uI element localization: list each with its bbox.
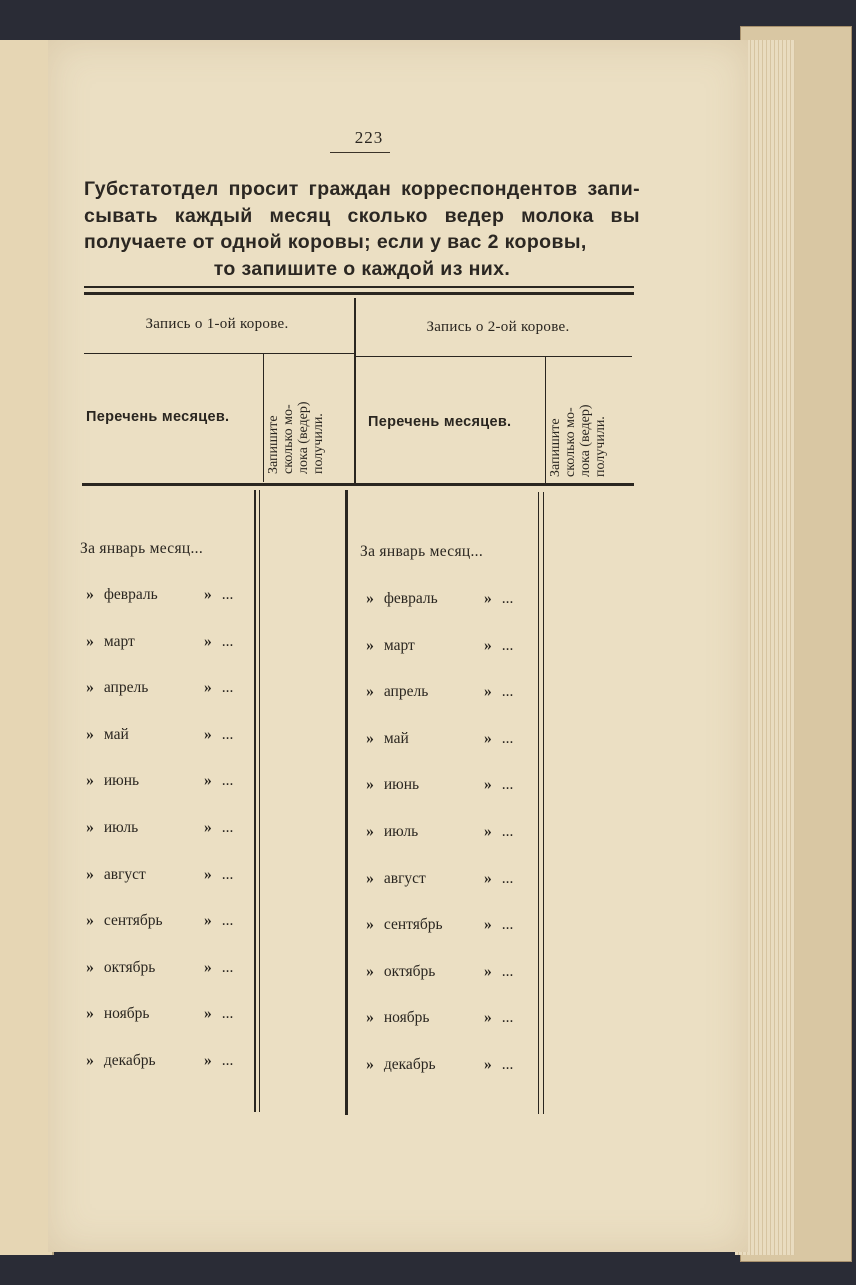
ditto-continuation bbox=[204, 959, 233, 977]
ditto-continuation bbox=[204, 726, 233, 744]
ditto-continuation bbox=[484, 1056, 513, 1074]
ditto-continuation bbox=[484, 730, 513, 748]
ditto-continuation bbox=[204, 819, 233, 837]
month-name: июнь bbox=[103, 772, 140, 790]
cow1-title: Запись о 1-ой корове. bbox=[145, 316, 289, 332]
cow2-title: Запись о 2-ой корове. bbox=[426, 319, 570, 335]
ditto-mark: » bbox=[204, 725, 212, 743]
left-page-edge bbox=[0, 40, 54, 1255]
month-name: октябрь bbox=[383, 962, 436, 980]
month-name: март bbox=[103, 632, 135, 650]
ellipsis: ... bbox=[501, 729, 514, 747]
ellipsis: ... bbox=[221, 725, 234, 743]
month-row bbox=[360, 730, 540, 777]
ellipsis: ... bbox=[501, 683, 514, 701]
ditto-mark: » bbox=[484, 1009, 492, 1027]
month-row bbox=[80, 726, 260, 773]
month-name: август bbox=[103, 865, 146, 883]
month-name: май bbox=[103, 725, 129, 743]
ditto-continuation bbox=[204, 912, 233, 930]
ditto-mark: » bbox=[484, 1055, 492, 1073]
ditto-mark: » bbox=[204, 679, 212, 697]
month-name: август bbox=[383, 869, 426, 887]
amount-header-line: получили. bbox=[311, 413, 326, 474]
amount-col-divider bbox=[263, 354, 264, 482]
month-list-cow2 bbox=[360, 590, 540, 1103]
first-month-row-cow2: За январь месяц... bbox=[360, 543, 484, 560]
month-name: ноябрь bbox=[103, 1005, 150, 1023]
ditto-mark: » bbox=[204, 1005, 212, 1023]
month-row bbox=[80, 679, 260, 726]
month-list-cow1 bbox=[80, 586, 260, 1099]
ditto-mark: » bbox=[366, 822, 374, 840]
ditto-continuation bbox=[204, 1052, 233, 1070]
ditto-mark: » bbox=[366, 916, 374, 934]
page-number-underline bbox=[330, 152, 390, 153]
center-divider-header bbox=[354, 298, 356, 484]
month-row bbox=[80, 772, 260, 819]
month-name: июль bbox=[103, 818, 139, 836]
ditto-mark: » bbox=[86, 725, 94, 743]
ditto-mark: » bbox=[484, 776, 492, 794]
ditto-mark: » bbox=[86, 818, 94, 836]
ditto-mark: » bbox=[86, 912, 94, 930]
ditto-mark: » bbox=[484, 822, 492, 840]
body-divider-cow2-amount bbox=[543, 492, 544, 1114]
month-name: май bbox=[383, 729, 409, 747]
month-row bbox=[80, 959, 260, 1006]
month-name: март bbox=[383, 636, 415, 654]
month-row bbox=[360, 916, 540, 963]
amount-header-cow2 bbox=[548, 365, 608, 477]
ditto-mark: » bbox=[366, 636, 374, 654]
month-name: апрель bbox=[383, 683, 429, 701]
ditto-mark: » bbox=[484, 962, 492, 980]
amount-header-line: Запишите bbox=[266, 415, 281, 474]
amount-header-line: лока (ведер) bbox=[296, 401, 311, 474]
subheader-rule bbox=[84, 353, 354, 354]
month-name: сентябрь bbox=[103, 912, 163, 930]
month-row bbox=[360, 1056, 540, 1103]
month-name: декабрь bbox=[383, 1055, 436, 1073]
ditto-mark: » bbox=[366, 1055, 374, 1073]
heading-line: сывать каждый месяц сколько ведер молока вы bbox=[84, 204, 640, 227]
ellipsis: ... bbox=[501, 776, 514, 794]
ellipsis: ... bbox=[221, 632, 234, 650]
month-name: июль bbox=[383, 822, 419, 840]
ditto-mark: » bbox=[204, 632, 212, 650]
month-name: июнь bbox=[383, 776, 420, 794]
amount-header-line: сколько мо- bbox=[281, 404, 296, 474]
month-name: ноябрь bbox=[383, 1009, 430, 1027]
ellipsis: ... bbox=[221, 1051, 234, 1069]
ellipsis: ... bbox=[501, 590, 514, 607]
months-header-cow1: Перечень месяцев. bbox=[86, 409, 230, 425]
month-row bbox=[80, 866, 260, 913]
month-row bbox=[80, 819, 260, 866]
first-month-row-cow1: За январь месяц... bbox=[80, 540, 204, 557]
ellipsis: ... bbox=[221, 772, 234, 790]
month-row bbox=[360, 870, 540, 917]
ditto-mark: » bbox=[86, 958, 94, 976]
month-row bbox=[360, 776, 540, 823]
ellipsis: ... bbox=[501, 962, 514, 980]
ditto-mark: » bbox=[86, 586, 94, 603]
subheader-rule bbox=[356, 356, 632, 357]
ditto-mark: » bbox=[204, 1051, 212, 1069]
amount-header-line: сколько мо- bbox=[563, 407, 578, 477]
ellipsis: ... bbox=[221, 679, 234, 697]
ditto-continuation bbox=[204, 586, 233, 604]
ellipsis: ... bbox=[501, 636, 514, 654]
ditto-mark: » bbox=[366, 683, 374, 701]
month-name: декабрь bbox=[103, 1051, 156, 1069]
ditto-continuation bbox=[484, 683, 513, 701]
month-row bbox=[80, 1005, 260, 1052]
ditto-continuation bbox=[484, 1009, 513, 1027]
month-name: февраль bbox=[103, 586, 158, 603]
ditto-mark: » bbox=[366, 869, 374, 887]
amount-col-divider bbox=[545, 357, 546, 485]
ditto-continuation bbox=[204, 679, 233, 697]
page-number: 223 bbox=[354, 128, 384, 147]
ditto-continuation bbox=[484, 776, 513, 794]
ditto-mark: » bbox=[204, 912, 212, 930]
ellipsis: ... bbox=[501, 916, 514, 934]
ellipsis: ... bbox=[221, 818, 234, 836]
heading-text bbox=[84, 176, 640, 282]
ditto-mark: » bbox=[366, 962, 374, 980]
ditto-mark: » bbox=[86, 632, 94, 650]
body-center-divider bbox=[345, 490, 348, 1115]
month-row bbox=[360, 590, 540, 637]
ellipsis: ... bbox=[501, 1009, 514, 1027]
month-row bbox=[360, 1009, 540, 1056]
ditto-continuation bbox=[484, 916, 513, 934]
ditto-continuation bbox=[204, 1005, 233, 1023]
ditto-continuation bbox=[204, 772, 233, 790]
month-row bbox=[80, 1052, 260, 1099]
ditto-mark: » bbox=[484, 916, 492, 934]
month-row bbox=[80, 633, 260, 680]
month-name: сентябрь bbox=[383, 916, 443, 934]
header-bottom-rule bbox=[82, 483, 634, 486]
month-row bbox=[80, 586, 260, 633]
month-row bbox=[360, 637, 540, 684]
ditto-mark: » bbox=[86, 865, 94, 883]
ditto-continuation bbox=[204, 633, 233, 651]
ellipsis: ... bbox=[501, 822, 514, 840]
ellipsis: ... bbox=[221, 586, 234, 603]
amount-header-line: лока (ведер) bbox=[578, 404, 593, 477]
ditto-mark: » bbox=[484, 683, 492, 701]
ditto-mark: » bbox=[86, 772, 94, 790]
ditto-mark: » bbox=[366, 729, 374, 747]
ellipsis: ... bbox=[221, 865, 234, 883]
ditto-mark: » bbox=[484, 636, 492, 654]
heading-line: Губстатотдел просит граждан корреспондентов запи- bbox=[84, 178, 640, 200]
heading-line: то запишите о каждой из них. bbox=[213, 257, 511, 280]
ditto-mark: » bbox=[204, 958, 212, 976]
ellipsis: ... bbox=[501, 869, 514, 887]
ditto-mark: » bbox=[366, 590, 374, 607]
month-row bbox=[360, 683, 540, 730]
amount-header-line: Запишите bbox=[548, 418, 563, 477]
month-row bbox=[80, 912, 260, 959]
ditto-continuation bbox=[484, 637, 513, 655]
ellipsis: ... bbox=[221, 958, 234, 976]
month-row bbox=[360, 823, 540, 870]
ditto-mark: » bbox=[484, 729, 492, 747]
heading-line: получаете от одной коровы; если у вас 2 коровы, bbox=[84, 231, 587, 253]
ditto-mark: » bbox=[204, 772, 212, 790]
month-row bbox=[360, 963, 540, 1010]
months-header-cow2: Перечень месяцев. bbox=[368, 414, 512, 430]
ditto-mark: » bbox=[484, 869, 492, 887]
ditto-mark: » bbox=[484, 590, 492, 607]
ditto-mark: » bbox=[366, 1009, 374, 1027]
ditto-continuation bbox=[484, 823, 513, 841]
amount-header-line: получили. bbox=[593, 416, 608, 477]
ditto-mark: » bbox=[86, 1051, 94, 1069]
ditto-continuation bbox=[204, 866, 233, 884]
ellipsis: ... bbox=[501, 1055, 514, 1073]
month-name: апрель bbox=[103, 679, 149, 697]
ditto-mark: » bbox=[204, 586, 212, 603]
month-name: февраль bbox=[383, 590, 438, 607]
ditto-mark: » bbox=[204, 818, 212, 836]
month-name: октябрь bbox=[103, 958, 156, 976]
ditto-continuation bbox=[484, 963, 513, 981]
ditto-mark: » bbox=[86, 1005, 94, 1023]
book-page bbox=[48, 40, 748, 1252]
ditto-mark: » bbox=[204, 865, 212, 883]
ditto-mark: » bbox=[366, 776, 374, 794]
ellipsis: ... bbox=[221, 1005, 234, 1023]
ditto-continuation bbox=[484, 590, 513, 608]
table-top-rule bbox=[84, 286, 634, 288]
amount-header-cow1 bbox=[266, 362, 326, 474]
table-top-rule bbox=[84, 292, 634, 295]
ditto-continuation bbox=[484, 870, 513, 888]
ditto-mark: » bbox=[86, 679, 94, 697]
ellipsis: ... bbox=[221, 912, 234, 930]
